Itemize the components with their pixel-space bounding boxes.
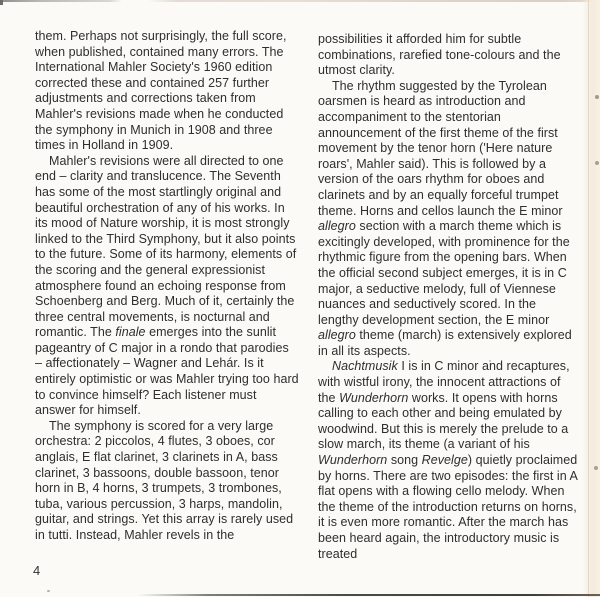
italic-text-segment: allegro — [318, 219, 356, 234]
text-segment: possibilities it afforded him for subtle combinations, rarefied tone-colours and the utmost clarity. — [318, 32, 561, 78]
page-number: 4 — [33, 563, 41, 578]
text-column-left — [35, 29, 299, 544]
italic-text-segment: allegro — [318, 328, 356, 343]
paragraph — [35, 154, 299, 419]
italic-text-segment: Revelge — [421, 453, 468, 468]
paragraph — [318, 359, 580, 562]
scan-speck — [595, 161, 599, 165]
scan-edge-right — [582, 0, 600, 597]
text-segment: ) quietly proclaimed by horns. There are two episodes: the first in A flat opens with a flowing cello melody. When the theme of the introduction returns on horns, it is even more romantic. After the march has been heard again, the introductory music is treated — [318, 453, 578, 561]
text-segment: emerges into the sunlit pageantry of C major in a rondo that parodies – affectionately – Wagner and Lehár. Is it entirely optimistic or was Mahler trying too hard to convince himself? Each listener must answer for himself. — [35, 325, 299, 418]
paragraph — [35, 419, 299, 544]
scan-speck — [595, 95, 599, 99]
text-segment: works. It opens with horns calling to each other and being emulated by woodwind. But this is merely the prelude to a slow march, its theme (a variant of his — [318, 390, 569, 452]
text-segment: song — [387, 453, 422, 468]
scan-speck — [594, 466, 598, 470]
scan-speck — [47, 590, 50, 592]
italic-text-segment: Wunderhorn — [339, 390, 409, 405]
italic-text-segment: finale — [115, 325, 146, 340]
text-segment: section with a march theme which is excitingly developed, with prominence for the rhythmic figure from the opening bars. When the official second subject emerges, it is in C major, a seductive melody, full of Viennese nuances and seductively scored. In the lengthy development section, the E minor — [318, 219, 570, 327]
text-segment: The rhythm suggested by the Tyrolean oarsmen is heard as introduction and accompaniment to the stentorian announcement of the first theme of the first movement by the tenor horn ('Here nature roars', Mahler said). This is followed by a version of the oars rhythm for oboes and clarinets and by an equally forceful trumpet theme. Horns and cellos launch the E minor — [318, 78, 563, 218]
text-segment: Mahler's revisions were all directed to one end – clarity and translucence. The Seventh has some of the most startlingly original and beautiful orchestration of any of his works. In its mood of Nature worship, it is most strongly linked to the Third Symphony, but it also points to the future. Some of its harmony, elements of the scoring and the general expressionist atmosphere found an echoing response from Schoenberg and Berg. Much of it, certainly the three central movements, is nocturnal and romantic. The — [35, 153, 297, 340]
paragraph — [318, 79, 580, 360]
italic-text-segment: Wunderhorn — [318, 453, 388, 468]
text-column-right — [318, 32, 580, 562]
italic-text-segment: Nachtmusik — [332, 359, 398, 374]
scan-corner-mark — [0, 0, 3, 5]
page-crease — [588, 0, 589, 597]
paragraph — [318, 32, 580, 79]
scan-edge-top — [0, 0, 600, 2]
text-segment: them. Perhaps not surprisingly, the full score, when published, contained many errors. The International Mahler Society's 1960 edition corrected these and contained 257 further adjustments and corrections taken from Mahler's revisions made when he conducted the symphony in Munich in 1908 and three times in Holland in 1909. — [35, 29, 287, 153]
paragraph — [35, 29, 299, 154]
scan-edge-bottom — [138, 594, 600, 596]
text-segment: theme (march) is extensively explored in all its aspects. — [318, 328, 572, 358]
text-segment: I is in C minor and recaptures, with wistful irony, the innocent attractions of the — [318, 359, 570, 405]
text-segment: The symphony is scored for a very large orchestra: 2 piccolos, 4 flutes, 3 oboes, cor anglais, E flat clarinet, 3 clarinets in A, bass clarinet, 3 bassoons, double bassoon, tenor horn in B, 4 horns, 3 trumpets, 3 trombones, tuba, various percussion, 3 harps, mandolin, guitar, and strings. Yet this array is rarely used in tutti. Instead, Mahler revels in the — [35, 418, 294, 542]
